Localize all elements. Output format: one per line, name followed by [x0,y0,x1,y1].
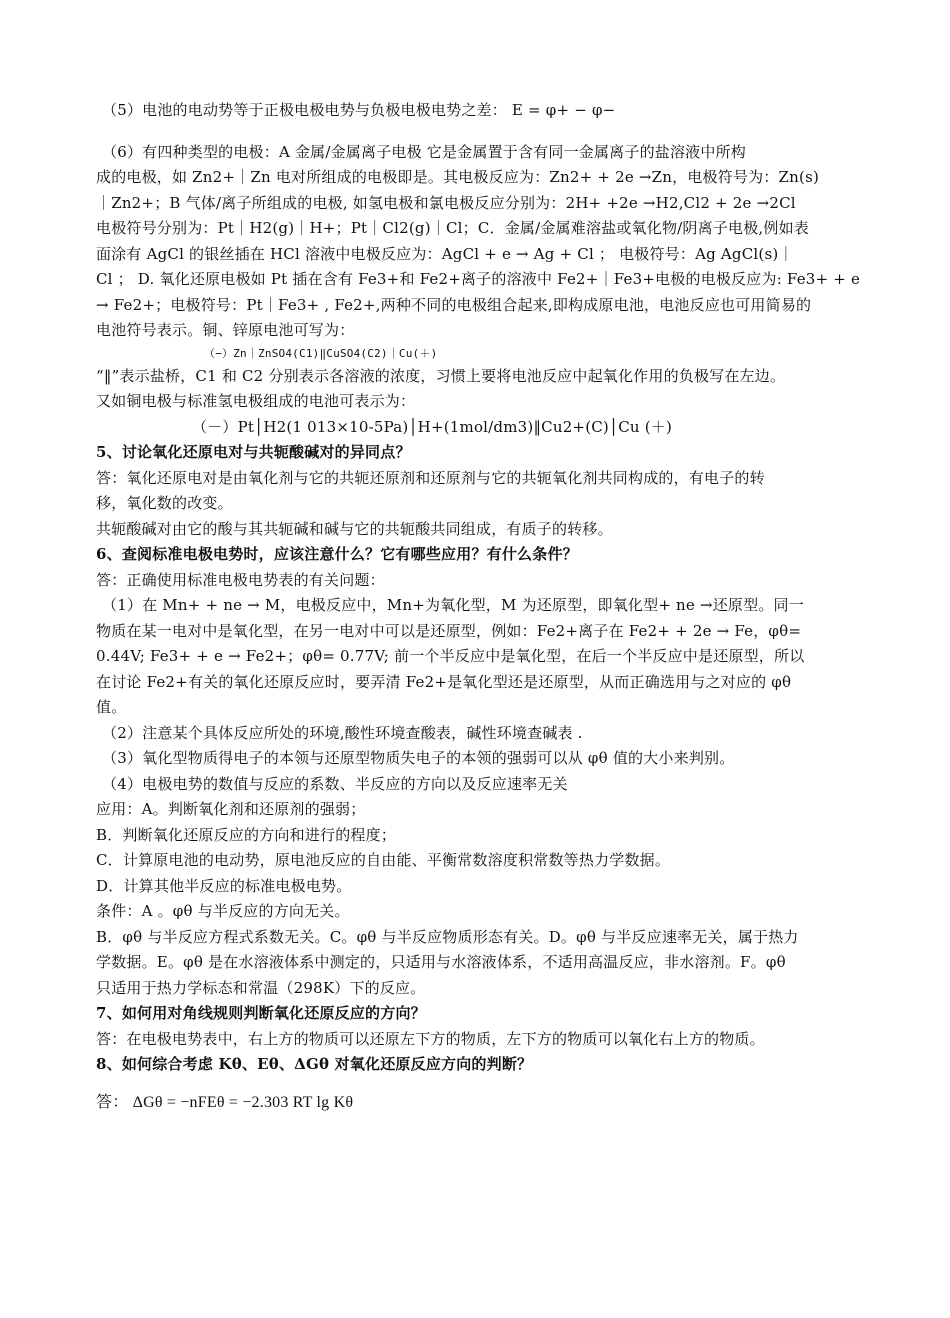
cell-notation: （－）Pt│H2(1 013×10-5Pa)│H+(1mol/dm3)‖Cu2+(C)│Cu (＋) [192,417,673,436]
paragraph: 面涂有 AgCl 的银丝插在 HCl 溶液中电极反应为：AgCl + e → Ag + Cl ； 电极符号：Ag AgCl(s)｜ [96,244,794,263]
paragraph: 又如铜电极与标准氢电极组成的电池可表示为： [96,392,416,410]
paragraph: 电极符号分别为：Pt｜H2(g)｜H+；Pt｜Cl2(g)｜Cl；C．金属/金属难溶盐或氧化物/阴离子电极,例如表 [96,219,809,237]
paragraph: 条件：A 。φθ 与半反应的方向无关。 [96,902,350,920]
paragraph: ｜Zn2+；B 气体/离子所组成的电极, 如氢电极和氯电极反应分别为：2H+ +2e →H2,Cl2 + 2e →2Cl [96,193,796,212]
paragraph: 0.44V; Fe3+ + e → Fe2+；φθ= 0.77V; 前一个半反应中是氧化型，在后一个半反应中是还原型，所以 [96,647,805,665]
paragraph: （5）电池的电动势等于正极电极电势与负极电极电势之差： E = φ+ − φ− [102,101,616,119]
paragraph: （3）氧化型物质得电子的本领与还原型物质失电子的本领的强弱可以从 φθ 值的大小来判别。 [102,749,735,767]
paragraph: （1）在 Mn+ + ne → M，电极反应中，Mn+为氧化型，M 为还原型，即氧化型+ ne →还原型。同一 [102,596,804,614]
paragraph: B．φθ 与半反应方程式系数无关。C。φθ 与半反应物质形态有关。D。φθ 与半反应速率无关，属于热力 [96,927,799,946]
paragraph: 物质在某一电对中是氧化型，在另一电对中可以是还原型，例如：Fe2+离子在 Fe2+ + 2e → Fe，φθ= [96,621,802,640]
question-heading: 8、如何综合考虑 Kθ、Eθ、ΔGθ 对氧化还原反应方向的判断？ [96,1055,533,1073]
question-heading: 6、查阅标准电极电势时，应该注意什么？它有哪些应用？有什么条件？ [96,545,578,563]
paragraph: （2）注意某个具体反应所处的环境,酸性环境查酸表，碱性环境查碱表 . [102,723,583,742]
paragraph: 只适用于热力学标态和常温（298K）下的反应。 [96,978,426,997]
document-page [96,98,886,1115]
paragraph: 答：氧化还原电对是由氧化剂与它的共轭还原剂和还原剂与它的共轭氧化剂共同构成的，有电子的转 [96,468,765,487]
paragraph: 电池符号表示。铜、锌原电池可写为： [96,321,355,339]
paragraph: Cl ； D. 氧化还原电极如 Pt 插在含有 Fe3+和 Fe2+离子的溶液中 Fe2+｜Fe3+电极的电极反应为: Fe3+ + e [96,270,861,288]
paragraph: 移，氧化数的改变。 [96,494,233,512]
equation: 答： ΔGθ = −nFEθ = −2.303 RT lg Kθ [96,1093,354,1111]
paragraph: D．计算其他半反应的标准电极电势。 [96,876,352,895]
paragraph: （4）电极电势的数值与反应的系数、半反应的方向以及反应速率无关 [102,774,568,793]
paragraph: → Fe2+；电极符号：Pt｜Fe3+ , Fe2+,两种不同的电极组合起来,即构成原电池，电池反应也可用简易的 [96,295,812,314]
paragraph: 值。 [96,698,127,716]
paragraph: C．计算原电池的电动势，原电池反应的自由能、平衡常数溶度积常数等热力学数据。 [96,851,671,869]
paragraph: 共轭酸碱对由它的酸与其共轭碱和碱与它的共轭酸共同组成，有质子的转移。 [96,519,613,538]
paragraph: 在讨论 Fe2+有关的氧化还原反应时，要弄清 Fe2+是氧化型还是还原型，从而正确选用与之对应的 φθ [96,672,792,691]
paragraph: 答：正确使用标准电极电势表的有关问题： [96,570,385,589]
paragraph: 应用：A。判断氧化剂和还原剂的强弱； [96,800,366,818]
paragraph: B．判断氧化还原反应的方向和进行的程度； [96,825,397,844]
question-heading: 5、讨论氧化还原电对与共轭酸碱对的异同点？ [96,443,411,461]
paragraph: 答：在电极电势表中，右上方的物质可以还原左下方的物质，左下方的物质可以氧化右上方的物质。 [96,1029,765,1048]
question-heading: 7、如何用对角线规则判断氧化还原反应的方向？ [96,1004,426,1022]
paragraph: 学数据。E。φθ 是在水溶液体系中测定的，只适用与水溶液体系，不适用高温反应，非水溶剂。F。φθ [96,953,786,971]
paragraph: “‖”表示盐桥，C1 和 C2 分别表示各溶液的浓度，习惯上要将电池反应中起氧化作用的负极写在左边。 [96,366,786,385]
paragraph: （6）有四种类型的电极：A 金属/金属离子电极 它是金属置于含有同一金属离子的盐溶液中所构 [102,142,746,161]
paragraph: 成的电极，如 Zn2+｜Zn 电对所组成的电极即是。其电极反应为：Zn2+ + 2e →Zn，电极符号为：Zn(s) [96,168,820,186]
cell-notation: （−）Zn｜ZnSO4(C1)‖CuSO4(C2)｜Cu(＋) [204,346,438,360]
